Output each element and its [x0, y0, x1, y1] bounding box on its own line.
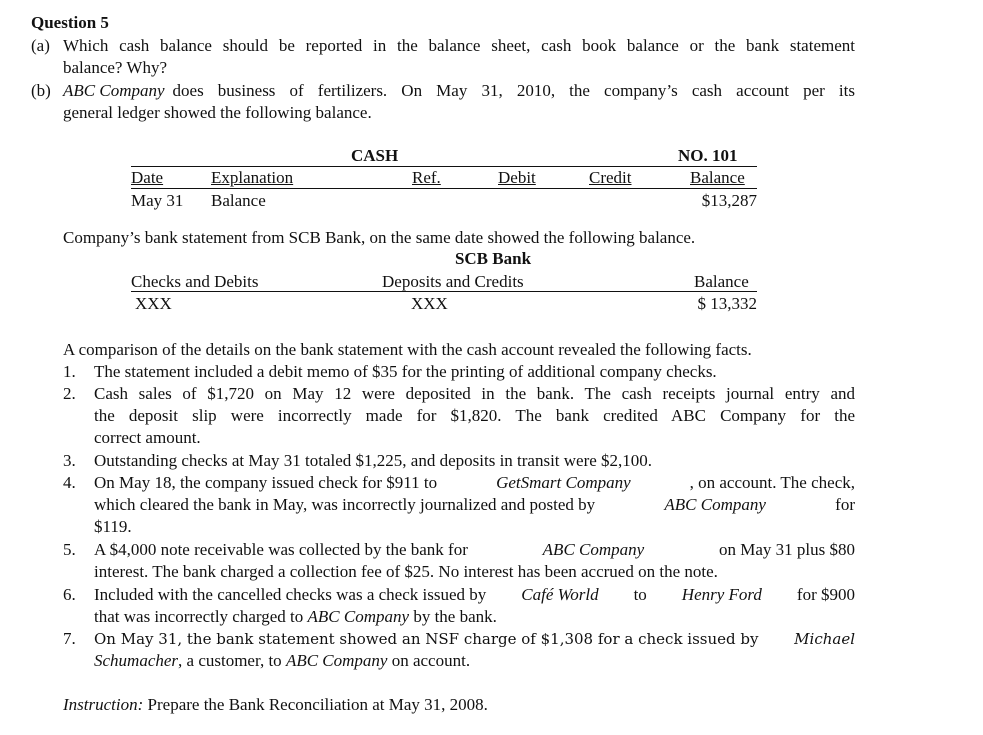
fact-7-customer-last: Schumacher — [94, 651, 179, 670]
fact-4-line1-a: On May 18, the company issued check for $911 to — [94, 473, 438, 492]
bank-header-balance: Balance — [694, 272, 749, 291]
part-b-line1 — [63, 80, 855, 102]
fact-2-number: 2. — [63, 384, 76, 403]
fact-6-line1 — [94, 584, 855, 606]
bank-row-checks: XXX — [135, 294, 172, 313]
fact-6-number: 6. — [63, 585, 76, 604]
ledger-header-credit: Credit — [589, 168, 632, 187]
ledger-header-ref: Ref. — [412, 168, 441, 187]
fact-1-line1: The statement included a debit memo of $35 for the printing of additional company checks. — [94, 362, 717, 381]
fact-7-line1 — [94, 628, 855, 650]
fact-6-payee: Henry Ford — [681, 585, 762, 604]
fact-4-line2-a: which cleared the bank in May, was incorrectly journalized and posted by — [94, 495, 596, 514]
fact-3-line1: Outstanding checks at May 31 totaled $1,225, and deposits in transit were $2,100. — [94, 451, 653, 470]
comparison-intro: A comparison of the details on the bank statement with the cash account revealed the following facts. — [63, 340, 752, 359]
fact-5-line1 — [94, 539, 855, 561]
instruction-label: Instruction: — [63, 695, 144, 714]
part-a-label: (a) — [31, 36, 50, 55]
fact-5-number: 5. — [63, 540, 76, 559]
ledger-header-balance: Balance — [690, 168, 745, 187]
fact-4-line2 — [94, 494, 855, 516]
fact-6-line1-a: Included with the cancelled checks was a check issued by — [94, 585, 487, 604]
part-b-line2: general ledger showed the following balance. — [63, 103, 372, 122]
cash-ledger-number: NO. 101 — [678, 146, 738, 165]
ledger-row-balance: $13,287 — [701, 191, 757, 210]
question-title: Question 5 — [31, 13, 109, 32]
part-a-line1: Which cash balance should be reported in the balance sheet, cash book balance or the bank statement — [63, 36, 855, 55]
bank-header-rule — [131, 291, 757, 292]
fact-1-number: 1. — [63, 362, 76, 381]
ledger-row-explanation: Balance — [211, 191, 266, 210]
fact-4-payee: GetSmart Company — [496, 473, 631, 492]
fact-6-line2-c: by the bank. — [413, 607, 497, 626]
bank-row-balance: $ 13,332 — [697, 294, 757, 313]
fact-7-number: 7. — [63, 629, 76, 648]
fact-7-line2-d: on account. — [391, 651, 471, 670]
ledger-header-rule-mid — [305, 188, 633, 189]
fact-7-line1-a: On May 31, the bank statement showed an NSF charge of $1,308 for a check issued by — [94, 630, 759, 648]
fact-7-customer-first: Michael — [794, 630, 855, 648]
fact-6-company: ABC Company — [307, 607, 410, 626]
fact-6-issuer: Café World — [521, 585, 599, 604]
company-name: ABC Company — [63, 81, 165, 100]
fact-4-line2-c: for — [835, 495, 855, 514]
fact-5-company: ABC Company — [542, 540, 645, 559]
fact-2-line2: the deposit slip were incorrectly made for $1,820. The bank credited ABC Company for the — [94, 406, 855, 425]
fact-5-line2: interest. The bank charged a collection fee of $25. No interest has been accrued on the note. — [94, 562, 718, 581]
fact-3-number: 3. — [63, 451, 76, 470]
bank-header-deposits: Deposits and Credits — [382, 272, 524, 291]
fact-4-line1-c: , on account. The check, — [689, 473, 855, 492]
fact-4-number: 4. — [63, 473, 76, 492]
ledger-header-rule-right — [633, 188, 757, 189]
fact-5-line1-a: A $4,000 note receivable was collected by the bank for — [94, 540, 468, 559]
cash-ledger-title: CASH — [351, 146, 399, 165]
bank-row-deposits: XXX — [411, 294, 448, 313]
fact-7-company: ABC Company — [285, 651, 388, 670]
instruction — [63, 694, 488, 716]
fact-2-line3: correct amount. — [94, 428, 201, 447]
fact-6-line1-c: to — [633, 585, 647, 604]
instruction-text: Prepare the Bank Reconciliation at May 31, 2008. — [147, 695, 488, 714]
fact-4-line1 — [94, 472, 855, 494]
fact-7-line2 — [94, 650, 470, 672]
ledger-header-rule-left — [131, 188, 305, 189]
ledger-row-date: May 31 — [131, 191, 184, 210]
fact-4-line3: $119. — [94, 517, 132, 536]
fact-6-line1-e: for $900 — [796, 585, 855, 604]
fact-6-line2 — [94, 606, 497, 628]
part-b-line1-text: does business of fertilizers. On May 31, 2010, the company’s cash account per its — [172, 81, 855, 100]
ledger-header-explanation: Explanation — [211, 168, 294, 187]
bank-statement-title: SCB Bank — [454, 249, 532, 268]
bank-intro: Company’s bank statement from SCB Bank, on the same date showed the following balance. — [63, 228, 696, 247]
ledger-header-debit: Debit — [498, 168, 536, 187]
fact-7-line2-b: , a customer, to — [178, 651, 282, 670]
fact-6-line2-a: that was incorrectly charged to — [94, 607, 304, 626]
fact-5-line1-c: on May 31 plus $80 — [719, 540, 855, 559]
ledger-header-date: Date — [131, 168, 164, 187]
bank-header-checks: Checks and Debits — [131, 272, 259, 291]
part-a-line2: balance? Why? — [63, 58, 167, 77]
part-b-label: (b) — [31, 81, 51, 100]
fact-4-company: ABC Company — [664, 495, 766, 514]
fact-2-line1: Cash sales of $1,720 on May 12 were deposited in the bank. The cash receipts journal entry and — [94, 384, 855, 403]
